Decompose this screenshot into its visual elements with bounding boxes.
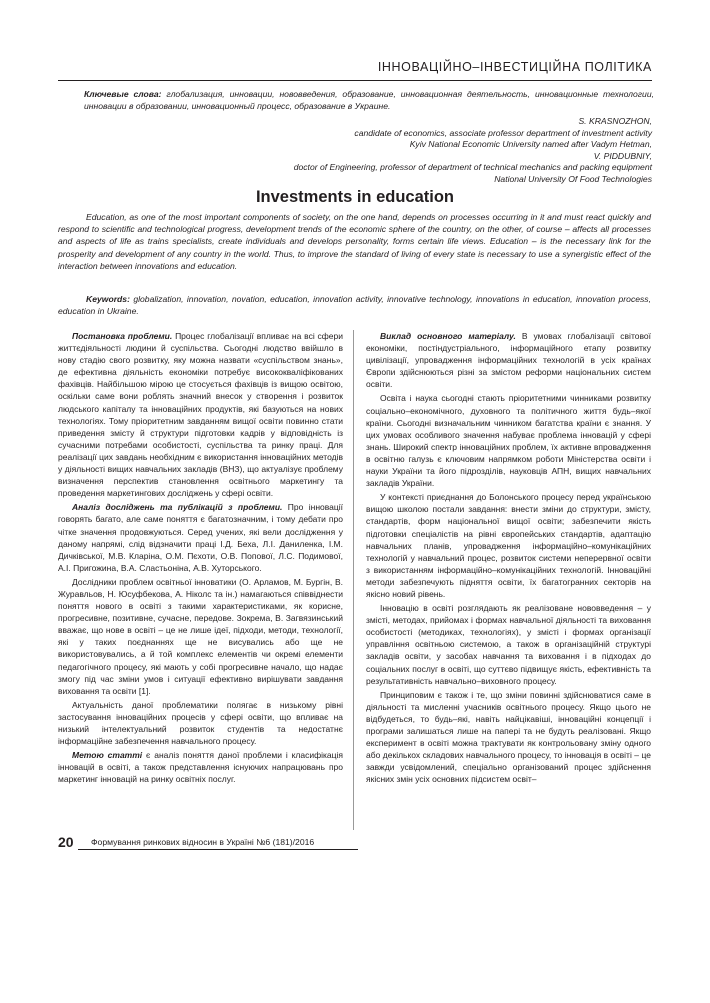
- keywords-english: [58, 293, 651, 317]
- keywords-russian-label: Ключевые слова:: [84, 89, 162, 99]
- paragraph: [366, 491, 651, 600]
- page-number: 20: [58, 834, 74, 850]
- paragraph: [366, 602, 651, 687]
- paragraph: [366, 689, 651, 786]
- paragraph: [58, 699, 343, 747]
- paragraph-text: Принциповим є також і те, що зміни повинні здійснюватися саме в діяльності та мисленні учасників освітнього процесу. Якщо цього не відбудеться, то будь–які, навіть найцікавіші, інноваційні концепції і програми залишаться лише на папері та не будуть реалізовані. Якщо експеримент в освіті можна трактувати як контрольовану зміну одного або декількох складових навчального процесу, то інновація в освіті – це завжди усвідомлений, спеціально організований процес здійснення якісних змін усіх основних підсистем освіт–: [366, 689, 651, 785]
- paragraph: [366, 392, 651, 489]
- footer-rule: [78, 849, 358, 850]
- paragraph-text: Дослідники проблем освітньої інноватики (О. Арламов, М. Бургін, В. Журавльов, Н. Юсуфбекова, А. Ніколс та ін.) намагаються співвіднести поняття нового в освіті з такими характеристиками, як корисне, прогресивне, позитивне, сучасне, передове. Зокрема, В. Загвязинський вважає, що нове в освіті – це не лише ідеї, підходи, методи, технології, які у таких поєднаннях ще не висувались або ще не використовувались, а й той комплекс елементів чи окремі елементи педагогічного процесу, які мають у собі прогресивне начало, що надає змогу під час зміни умов і ситуації ефективно вирішувати завдання виховання та освіти [1].: [58, 576, 343, 696]
- paragraph: [58, 576, 343, 697]
- paragraph: [58, 501, 343, 574]
- section-title: ІННОВАЦІЙНО–ІНВЕСТИЦІЙНА ПОЛІТИКА: [377, 60, 652, 74]
- paragraph: [366, 330, 651, 390]
- author-1-name: S. KRASNOZHON,: [578, 116, 652, 126]
- paragraph-lead: Постановка проблеми.: [72, 331, 173, 341]
- author-block: [92, 116, 652, 186]
- journal-name: Формування ринкових відносин в Україні №6 (181)/2016: [91, 837, 315, 847]
- abstract: Education, as one of the most important components of society, on the one hand, depends on processes occurring in it and must react quickly and respond to scientific and technological progress, development trends of the economic sphere of the country, on the other, of course – affects all processes and aspects of life as trains specialists, create individuals and develops personality, forms certain life views. Education – is the necessary link for the prosperity and development of any country in the world. Thus, to improve the standard of living of every state is necessary to use a synergistic effect of the interaction between innovations and education.: [58, 212, 651, 271]
- paragraph-lead: Метою статті: [72, 750, 143, 761]
- paragraph-text: Освіта і наука сьогодні стають пріоритетними чинниками розвитку соціально–економічного, духовного та політичного життя будь–якої країни. Сьогодні визначальним чинником багатства країни є знання. У цих умовах особливого значення набуває проблема інновацій у сфері знань. Широкий спектр інноваційних проблем, їх активне впровадження в освітню галузь є ключовим напрямком роботи Міністерства освіти і науки України та його підрозділів, науковців АПН, вищих навчальних закладів України.: [366, 393, 651, 489]
- article-title: Investments in education: [255, 188, 455, 206]
- column-divider: [353, 330, 354, 830]
- author-1-affiliation: Kyiv National Economic University named after Vadym Hetman,: [409, 139, 652, 150]
- keywords-russian: [84, 88, 654, 112]
- author-2-affiliation: National University Of Food Technologies: [494, 173, 652, 184]
- paragraph-lead: Аналіз досліджень та публікацій з проблеми.: [72, 502, 283, 513]
- paragraph-text: Про інновації говорять багато, але саме поняття є багатозначним, і тому дебати про чітке значення продовжуються. Серед учених, які вели дослідження у даному напрямі, слід відзначити праці І.Д. Беха, Л.І. Даниленка, І.М. Дичківської, М.В. Кларіна, О.М. Пєхоти, О.В. Попової, Л.С. Подимової, А.І. Пригожина, В.А. Сластьоніна, А.В. Хуторського.: [58, 502, 344, 573]
- paragraph-lead: Виклад основного матеріалу.: [380, 331, 516, 341]
- author-2-name: V. PIDDUBNIY,: [593, 150, 652, 161]
- paragraph: [58, 330, 343, 499]
- paragraph-text: В умовах глобалізації світової економіки, постіндустріального, інформаційного етапу розвитку цивілізації, упровадження інформаційних технологій в усіх країнах Європи здійснюються різні за змістом реформи національних систем освіти.: [366, 331, 651, 390]
- keywords-english-text: globalization, innovation, novation, education, innovation activity, innovative technology, innovations in education, innovation process, education in Ukraine.: [58, 294, 651, 317]
- header-rule: [58, 80, 652, 81]
- paragraph-text: є аналіз поняття даної проблеми і класифікація інновацій в освіті, а також представлення існуючих напрацювань про маркетинг інновацій на ринку освітніх послуг.: [58, 750, 343, 785]
- keywords-russian-text: глобализация, инновации, нововведения, образование, инновационная деятельность, инновационные технологии, инновации в образовании, инновационный процесс, образование в Украине.: [84, 89, 654, 111]
- paragraph-text: Процес глобалізації впливає на всі сфери життєдіяльності людини й суспільства. Сьогодні людство ввійшло в нову стадію свого розвитку, яку можна назвати «суспільством знань», де ефективна діяльність економіки потребує висококваліфікованих фахівців. Найбільшою мірою це стосується фахівців із вищою освітою, оскільки саме вони роблять значний внесок у створення і розвиток людського капіталу та інноваційних продуктів, які базуються на нових технологіях. Тому пріоритетним завданням вищої освіти повинно стати приведення змісту й структури підготовки кадрів у відповідність із сучасними потребами особистості, суспільства та ринку праці. Для реалізації цих завдань необхідним є використання інноваційних методів у діяльності вищих навчальних закладів (ВНЗ), що актуалізує проблему визначення перспектив становлення освітнього маркетингу та проведення маркетингових досліджень у сфері освіти.: [58, 331, 343, 499]
- author-2-position: doctor of Engineering, professor of department of technical mechanics and packing equipment: [293, 162, 652, 173]
- page-footer: [58, 836, 358, 850]
- keywords-english-label: Keywords:: [86, 294, 130, 304]
- body-column-right: [366, 330, 651, 835]
- paragraph-text: Інновацію в освіті розглядають як реалізоване нововведення – у змісті, методах, прийомах і формах навчальної діяльності та виховання особистості (методиках, технологіях), у змісті і формах організації управління освітньою системою, а також в організаційній структурі закладів освіти, у засобах навчання та виховання і в підходах до соціальних послуг в освіті, що суттєво підвищує якість, ефективність та результативність навчально–виховного процесу.: [366, 603, 651, 686]
- body-column-left: [58, 330, 343, 835]
- author-1-position: candidate of economics, associate professor department of investment activity: [354, 127, 652, 138]
- paragraph-text: У контексті приєднання до Болонського процесу перед українською вищою школою постали завдання: внести зміни до структури, змісту, стандартів, форм національної вищої освіти; забезпечити якість підготовки спеціалістів на рівні європейських стандартів, адаптацію навчальних планів, упровадження інформаційно–комунікаційних технологій у навчальний процес, розвиток системи неперервної освіти з використанням інформаційно–комунікаційних технологій. Інноваційні методи забезпечують підняття освіти, їх багатогранних секторів на якісно новий рівень.: [366, 492, 651, 599]
- paragraph-text: Актуальність даної проблематики полягає в низькому рівні застосування інноваційних процесів у сфері освіти, що впливає на низький інтелектуальний розвиток студентів та недостатнє інформаційне забезпечення навчального процесу.: [58, 699, 343, 747]
- paragraph: [58, 749, 343, 785]
